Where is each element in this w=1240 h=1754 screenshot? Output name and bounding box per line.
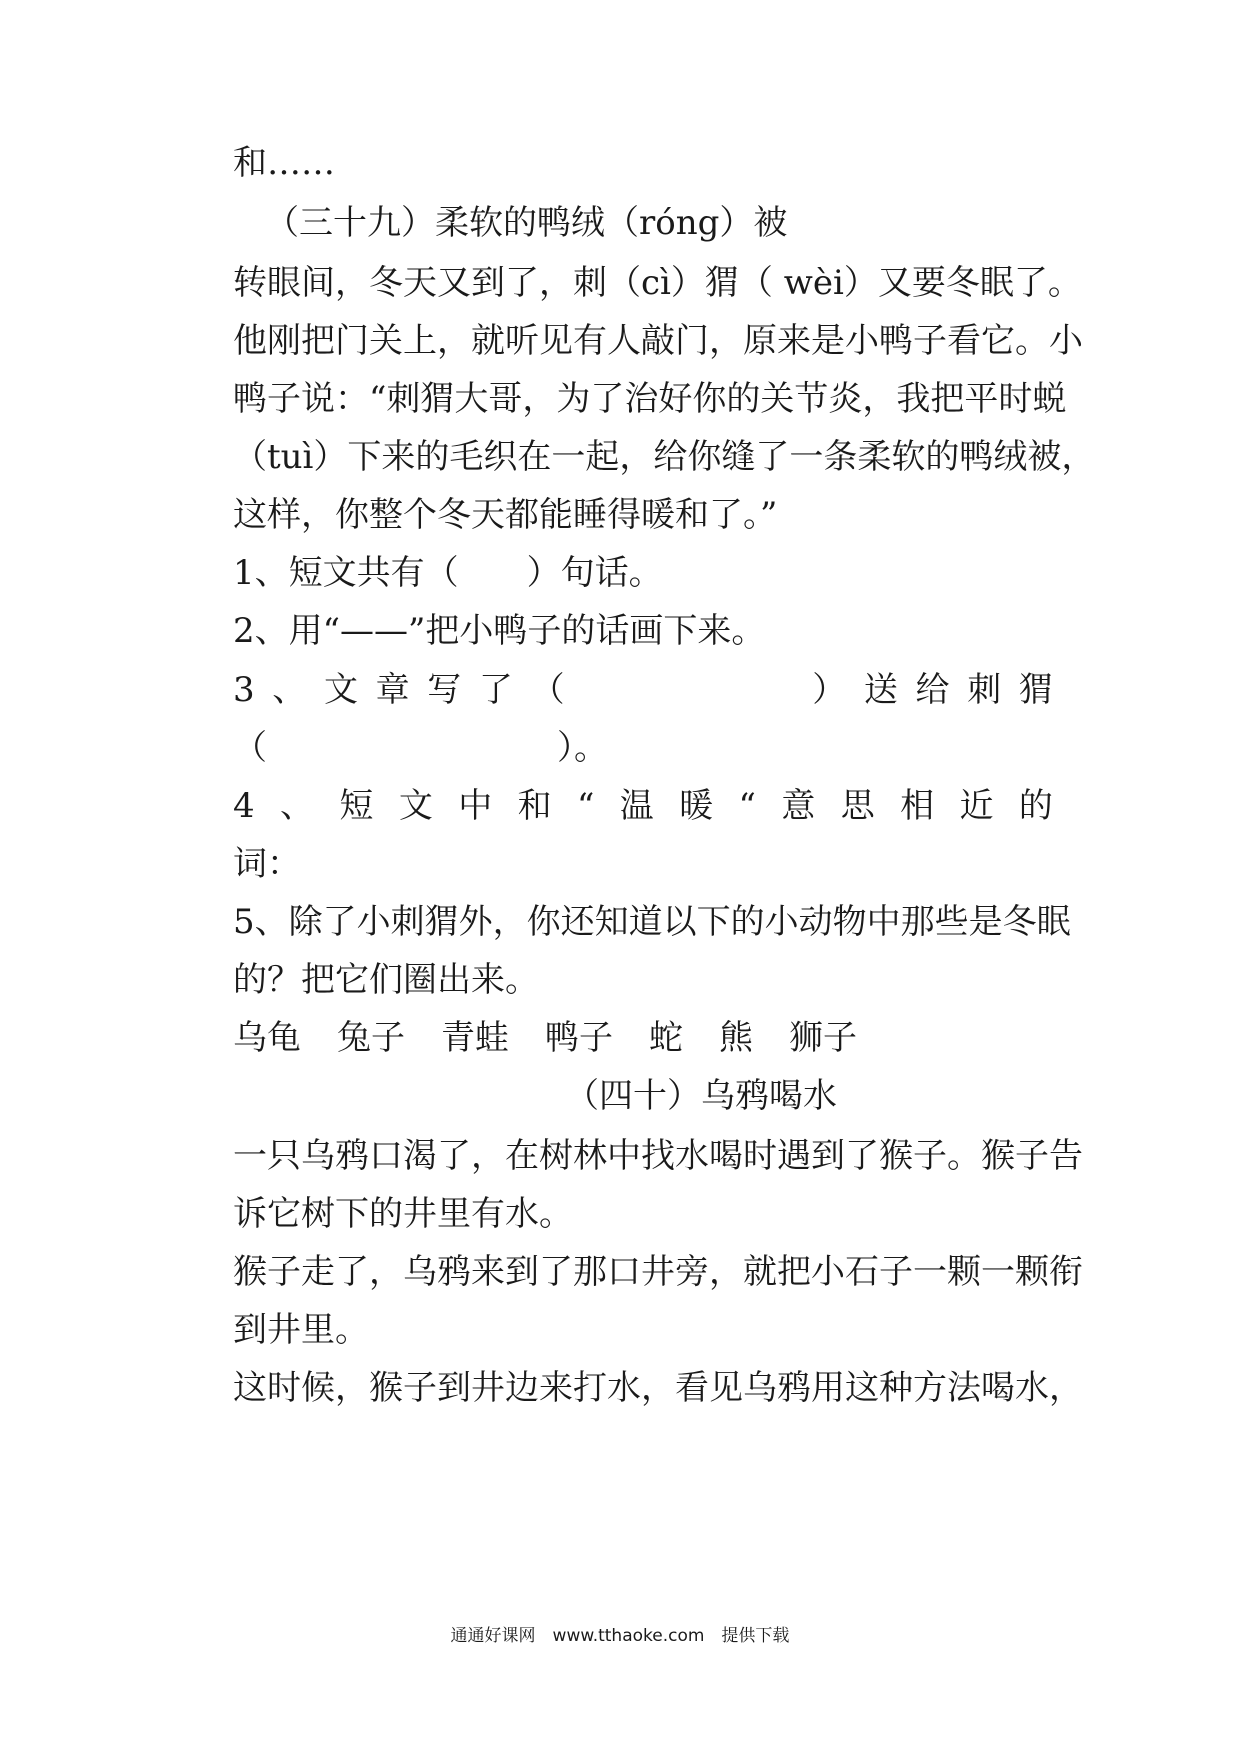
q4-char: 文 [398,786,433,826]
question-5-line-1: 5、除了小刺猬外，你还知道以下的小动物中那些是冬眠 [233,902,1071,942]
paragraph-line: 一只乌鸦口渴了，在树林中找水喝时遇到了猴子。猴子告 [233,1136,1083,1176]
q3-char: 送 [863,670,898,710]
answer-close-paren: ）。 [557,728,608,768]
q4-char: 温 [619,786,654,826]
paragraph-line: 诉它树下的井里有水。 [233,1194,573,1234]
paragraph-line: 这时候，猴子到井边来打水，看见乌鸦用这种方法喝水， [233,1368,1083,1408]
q3-char: 给 [915,670,950,710]
answer-open-paren: （ [233,728,267,768]
animal-word: 鸭子 [545,1018,613,1058]
q4-char: 、 [280,786,315,826]
question-3-line-2 [233,728,1053,768]
animal-word: 狮子 [789,1018,857,1058]
section-40-title: （四十）乌鸦喝水 [565,1076,837,1116]
question-2: 2、用“——”把小鸭子的话画下来。 [233,611,766,651]
animal-word: 乌龟 [233,1018,301,1058]
q3-char: 章 [375,670,410,710]
question-1: 1、短文共有（ ）句话。 [233,553,663,593]
question-3-line-1 [233,670,1053,710]
q4-char: 和 [517,786,552,826]
paragraph-line: 转眼间，冬天又到了，刺（cì）猬（ wèi）又要冬眠了。 [233,263,1082,303]
paragraph-line: 鸭子说：“刺猬大哥，为了治好你的关节炎，我把平时蜕 [233,379,1067,419]
paragraph-line: 猴子走了，乌鸦来到了那口井旁，就把小石子一颗一颗衔 [233,1252,1083,1292]
q3-char: 了 [478,670,513,710]
q3-char: 、 [272,670,307,710]
q4-char: 4 [233,786,255,826]
q4-char: “ [738,786,756,826]
question-4-line-2: 词： [233,844,301,884]
q4-char: “ [576,786,595,826]
q3-char: 刺 [967,670,1002,710]
animal-list [233,1018,1053,1058]
q4-char: 短 [339,786,374,826]
animal-word: 青蛙 [441,1018,509,1058]
q3-char: 猬 [1018,670,1053,710]
top-fragment: 和…… [233,143,335,183]
animal-word: 蛇 [649,1018,683,1058]
q3-char: ） [812,670,847,710]
q3-char: 写 [427,670,462,710]
q4-char: 意 [781,786,816,826]
q4-char: 思 [840,786,875,826]
q4-char: 暖 [679,786,714,826]
q3-char: （ [530,670,565,710]
q3-char: 3 [233,670,255,710]
question-4-line-1 [233,786,1053,826]
q4-char: 的 [1018,786,1053,826]
q4-char: 近 [959,786,994,826]
paragraph-line: 这样，你整个冬天都能睡得暖和了。” [233,495,778,535]
q4-char: 中 [458,786,493,826]
animal-word: 熊 [719,1018,753,1058]
paragraph-line: （tuì）下来的毛织在一起，给你缝了一条柔软的鸭绒被， [233,437,1096,477]
section-39-title: （三十九）柔软的鸭绒（róng）被 [265,203,788,243]
animal-word: 兔子 [337,1018,405,1058]
page-footer: 通通好课网 www.tthaoke.com 提供下载 [450,1626,790,1646]
q4-char: 相 [900,786,935,826]
paragraph-line: 他刚把门关上，就听见有人敲门，原来是小鸭子看它。小 [233,321,1083,361]
q3-char: 文 [323,670,358,710]
paragraph-line: 到井里。 [233,1310,369,1350]
question-5-line-2: 的？把它们圈出来。 [233,960,539,1000]
